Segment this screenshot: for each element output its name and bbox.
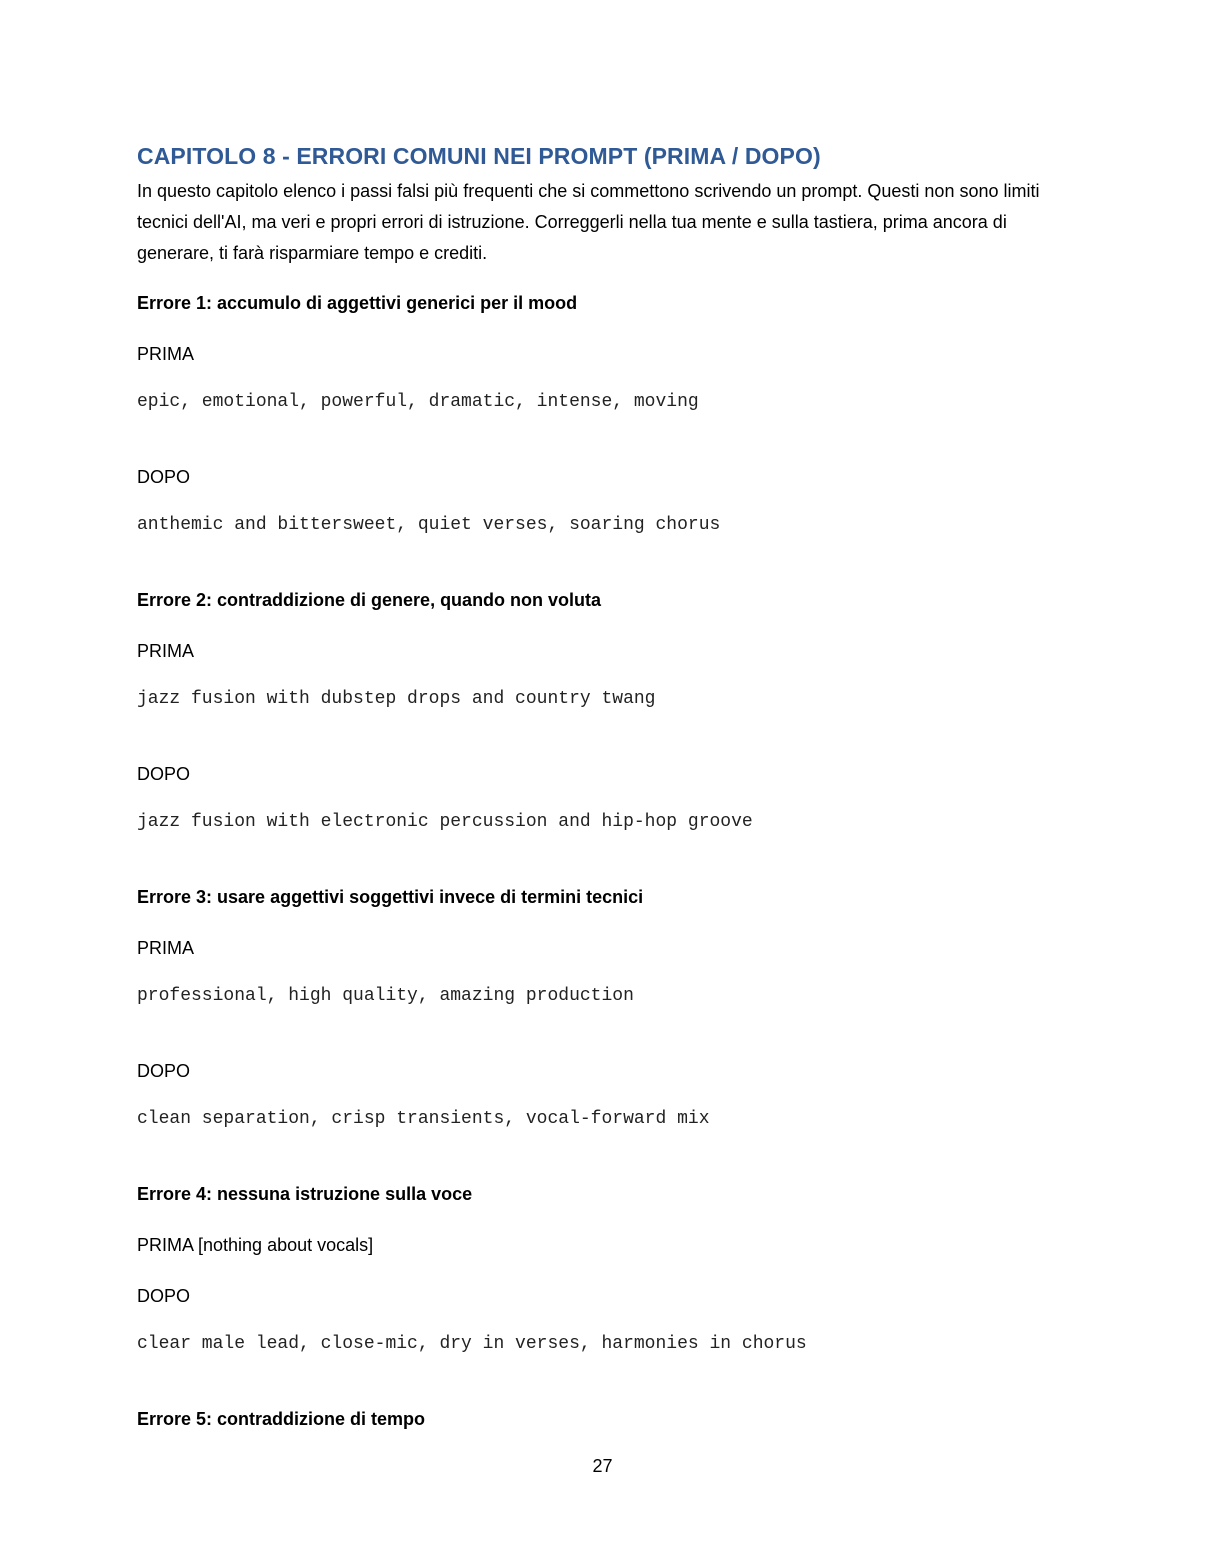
error-heading: Errore 2: contraddizione di genere, quando non voluta (137, 590, 602, 610)
after-code-block (137, 1107, 1072, 1131)
chapter-header (137, 140, 1072, 269)
before-code: jazz fusion with dubstep drops and country twang (137, 689, 656, 709)
before-code-block (137, 687, 1072, 711)
after-label: DOPO (137, 1286, 191, 1306)
after-code: clear male lead, close-mic, dry in verses, harmonies in chorus (137, 1334, 807, 1354)
before-block (137, 341, 1072, 367)
error-heading: Errore 1: accumulo di aggettivi generici per il mood (137, 293, 578, 313)
after-block (137, 464, 1072, 490)
error-section-1 (137, 290, 1072, 316)
error-heading: Errore 5: contraddizione di tempo (137, 1409, 426, 1429)
error-section-3 (137, 884, 1072, 910)
before-block (137, 1232, 1072, 1258)
after-code: jazz fusion with electronic percussion and hip-hop groove (137, 812, 753, 832)
after-code-block (137, 513, 1072, 537)
error-heading: Errore 3: usare aggettivi soggettivi invece di termini tecnici (137, 887, 644, 907)
after-block (137, 761, 1072, 787)
before-block (137, 638, 1072, 664)
after-label: DOPO (137, 467, 191, 487)
before-code: professional, high quality, amazing production (137, 986, 634, 1006)
before-label: PRIMA [nothing about vocals] (137, 1235, 374, 1255)
before-label: PRIMA (137, 938, 195, 958)
chapter-intro: In questo capitolo elenco i passi falsi più frequenti che si commettono scrivendo un prompt. Questi non sono limiti tecnici dell'AI, ma veri e propri errori di istruzione. Correggerli nella tua mente e sulla tastiera, prima ancora di generare, ti farà risparmiare tempo e crediti. (137, 181, 1040, 263)
after-code: clean separation, crisp transients, vocal-forward mix (137, 1109, 710, 1129)
after-code: anthemic and bittersweet, quiet verses, soaring chorus (137, 515, 721, 535)
after-label: DOPO (137, 1061, 191, 1081)
before-label: PRIMA (137, 344, 195, 364)
error-section-4 (137, 1181, 1072, 1207)
page-number: 27 (592, 1456, 613, 1476)
error-section-2 (137, 587, 1072, 613)
before-code-block (137, 390, 1072, 414)
chapter-title: CAPITOLO 8 - ERRORI COMUNI NEI PROMPT (PRIMA / DOPO) (137, 143, 821, 169)
after-block (137, 1283, 1072, 1309)
after-code-block (137, 1332, 1072, 1356)
after-code-block (137, 810, 1072, 834)
after-label: DOPO (137, 764, 191, 784)
before-code-block (137, 984, 1072, 1008)
before-code: epic, emotional, powerful, dramatic, intense, moving (137, 392, 699, 412)
before-block (137, 935, 1072, 961)
after-block (137, 1058, 1072, 1084)
error-section-5 (137, 1406, 1072, 1432)
error-heading: Errore 4: nessuna istruzione sulla voce (137, 1184, 473, 1204)
before-label: PRIMA (137, 641, 195, 661)
